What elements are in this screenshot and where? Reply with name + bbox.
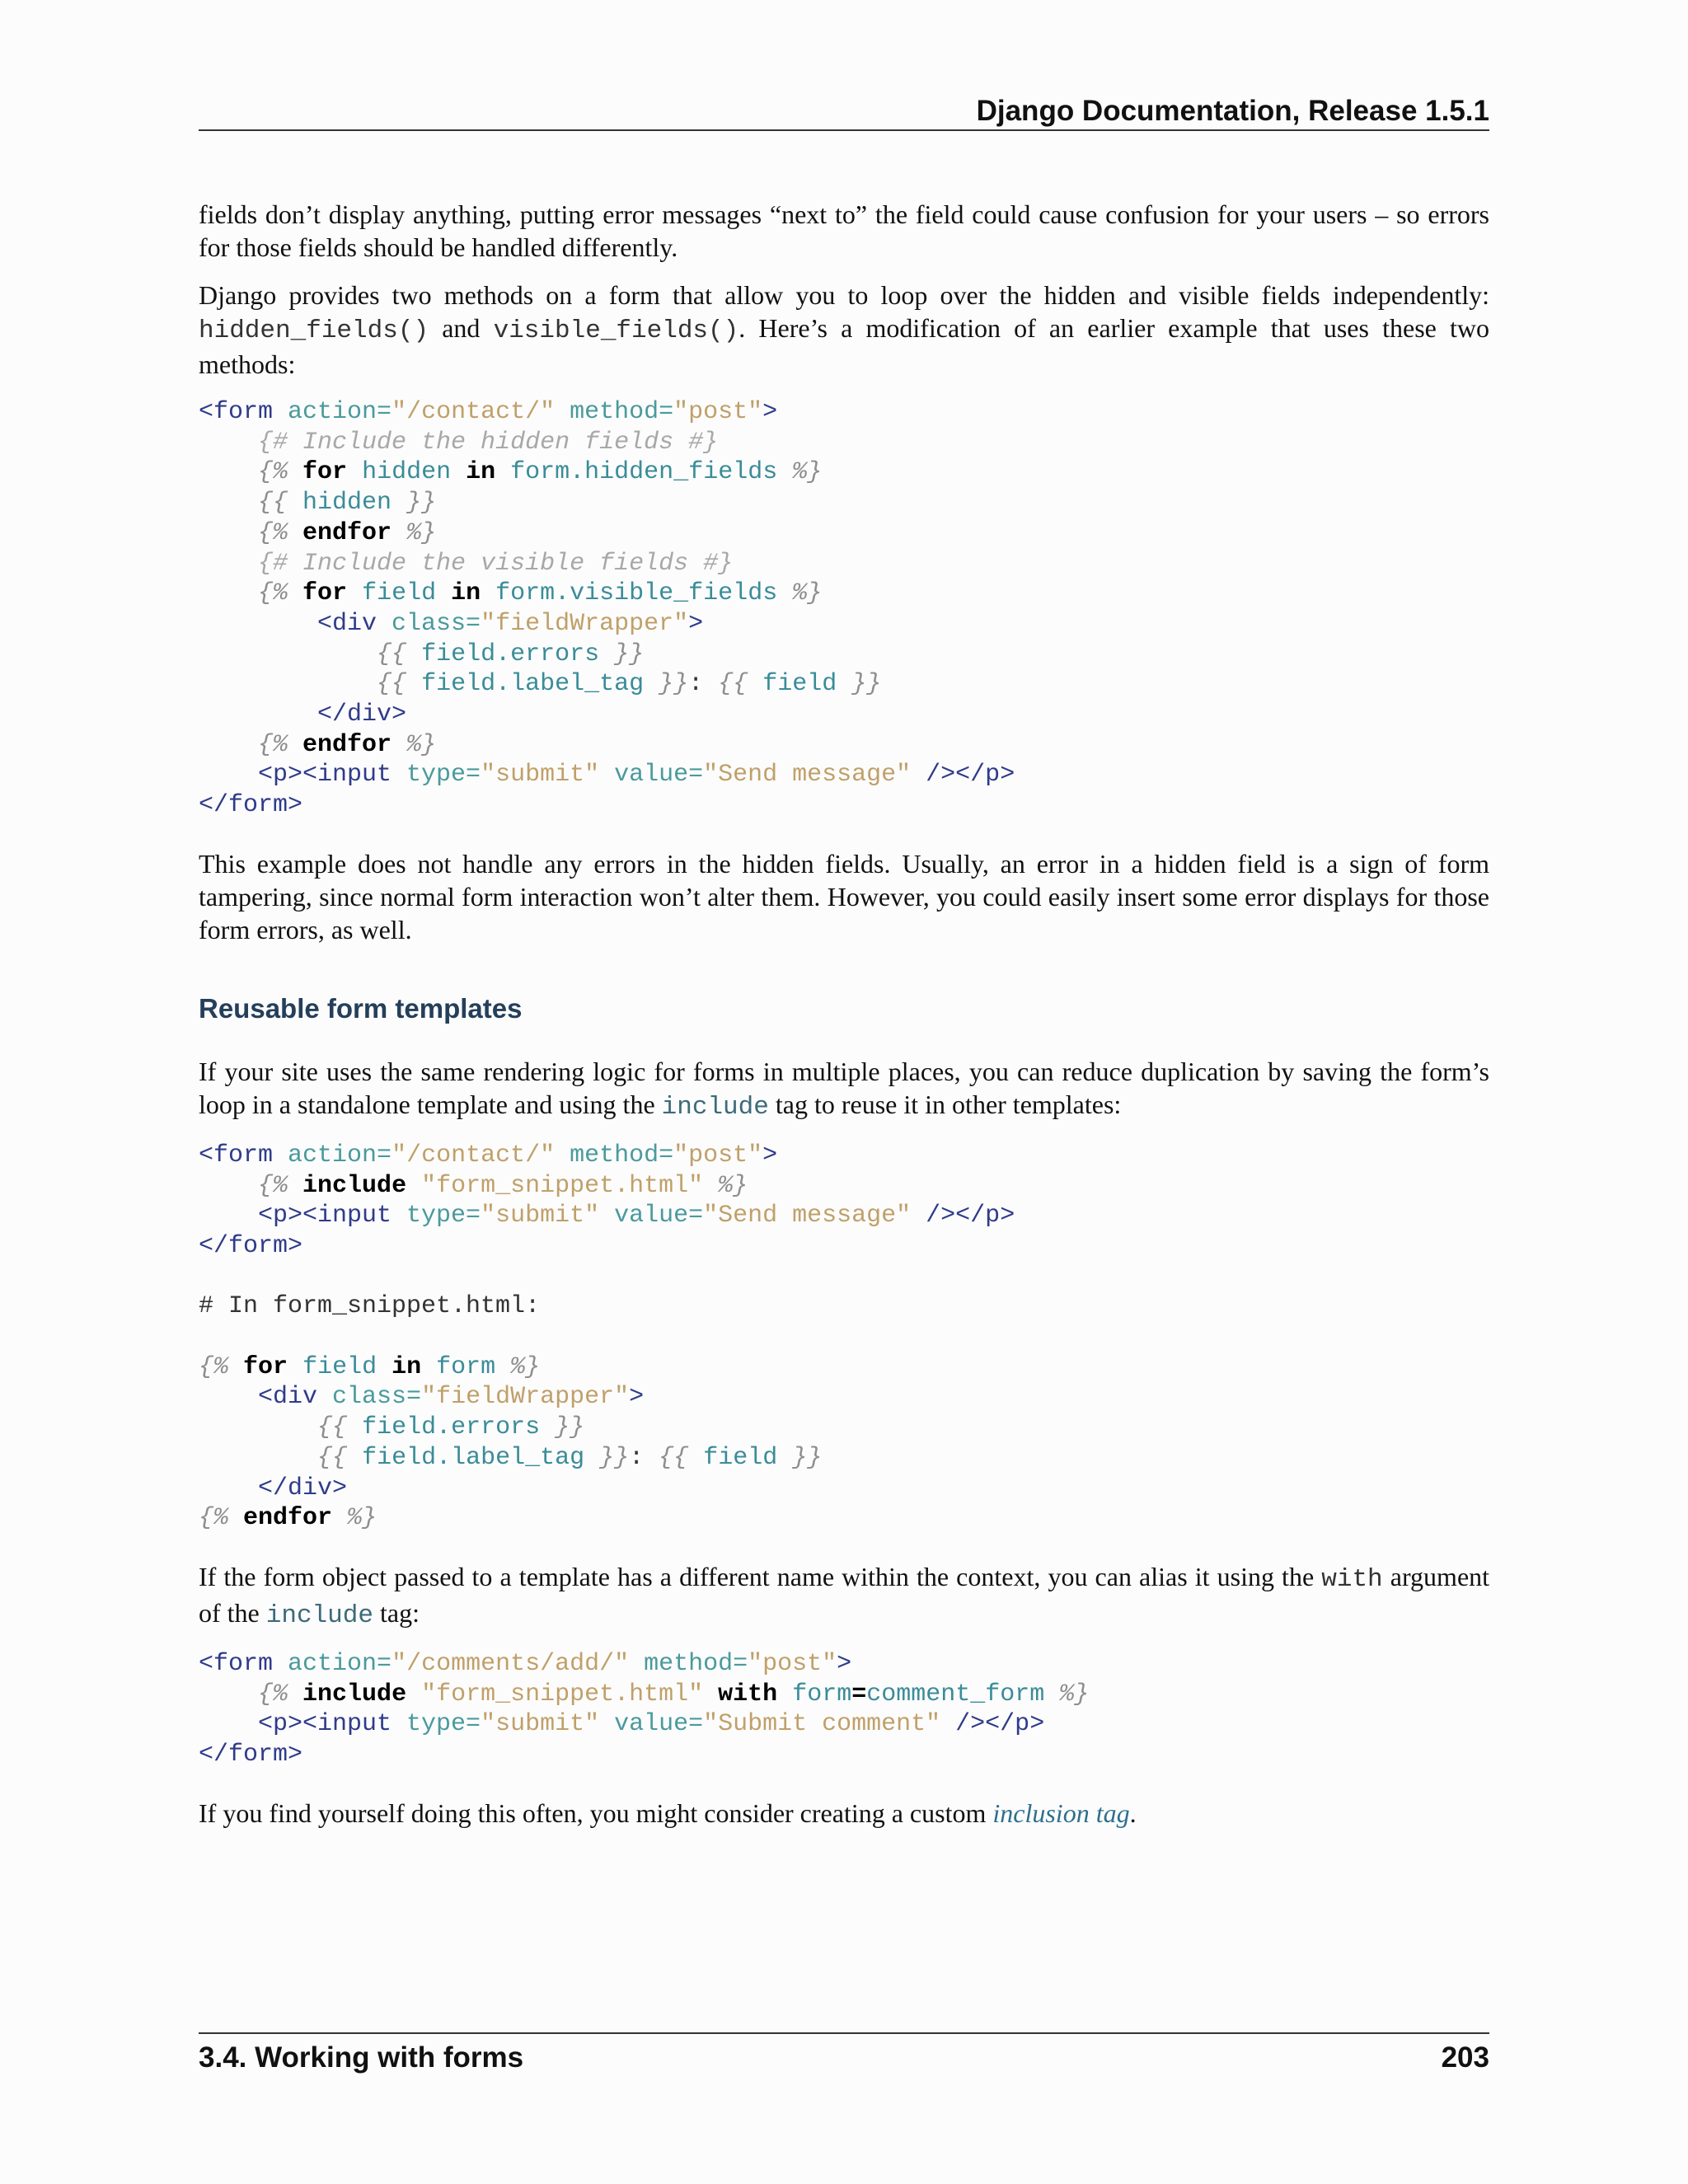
code-token: "form_snippet.html" [421,1171,704,1200]
code-token: type= [406,1202,481,1230]
code-token: {% [258,458,288,487]
code-comment: {# Include the hidden fields #} [258,428,719,457]
code-token: > [762,1141,778,1169]
paragraph-two-methods [199,279,1489,381]
code-block-include-with [199,1649,1489,1770]
code-token: action= [288,1141,392,1169]
code-token: /></p> [940,1710,1045,1739]
code-token: <p><input [258,761,407,790]
code-token: </form> [199,1741,303,1769]
code-token: comment_form [866,1680,1045,1708]
code-token: "/comments/add/" [392,1649,630,1678]
code-token: {% [258,1680,288,1708]
code-token: %} [406,730,437,759]
code-token: "/contact/" [392,398,556,426]
code-token: </form> [199,791,303,820]
text: Django provides two methods on a form that allow you to loop over the hidden and visible fields independently: [199,280,1489,310]
code-token: %} [406,518,437,547]
code-token: > [688,609,704,638]
code-token: <div [258,1383,333,1412]
code-block-include [199,1141,1489,1534]
code-token: type= [406,761,481,790]
code-token: {{ [718,670,748,699]
code-token: {% [258,730,288,759]
code-token: "post" [673,1141,763,1169]
code-token: value= [599,761,704,790]
code-token: <div [317,609,392,638]
code-token: action= [288,1649,392,1678]
text: If the form object passed to a template has a different name within the context, you can alias it using the [199,1561,1315,1591]
code-token: "/contact/" [392,1141,556,1169]
code-token: > [837,1649,852,1678]
code-token: : [629,1443,645,1472]
code-token: %} [792,579,823,608]
code-token: method= [555,1141,674,1169]
code-token: = [851,1680,867,1708]
paragraph-hidden-errors: This example does not handle any errors in the hidden fields. Usually, an error in a hidden field is a sign of form tampering, since normal form interaction won’t alter them. However, you could easily insert some error displays for those form errors, as well. [199,848,1489,944]
code-token: }} [792,1443,823,1472]
text: . Here’s a modification of an earlier example that uses these two methods: [199,313,1490,379]
code-token: %} [347,1504,377,1533]
code-token: > [629,1383,645,1412]
code-visible-fields: visible_fields() [493,316,739,345]
page-body [199,198,1489,1844]
code-token: <form [199,1141,288,1169]
code-token: field [762,670,837,699]
code-hidden-fields: hidden_fields() [199,316,429,345]
code-comment: {# Include the visible fields #} [258,549,734,578]
text: . [1129,1797,1137,1828]
code-token: "submit" [481,761,600,790]
code-token: <form [199,398,288,426]
code-token: {% [258,1171,288,1200]
code-token: }} [406,489,437,518]
code-token: for [302,579,348,608]
code-token: method= [629,1649,748,1678]
code-include: include [661,1092,769,1122]
code-token: field.label_tag [421,670,645,699]
code-token: "Send message" [703,761,912,790]
code-token: action= [288,398,392,426]
code-token: }} [614,640,645,668]
code-with: with [1321,1564,1383,1594]
code-token: "submit" [481,1710,600,1739]
code-token: class= [392,609,481,638]
code-token: form.hidden_fields [510,458,778,487]
text: tag to reuse it in other templates: [775,1089,1122,1119]
code-token: "Submit comment" [703,1710,941,1739]
code-token: endfor [243,1504,333,1533]
code-token: for [243,1352,288,1381]
code-token: }} [659,670,689,699]
code-token: field.errors [362,1413,541,1442]
code-token: {{ [317,1413,348,1442]
code-token: /></p> [911,1202,1015,1230]
code-token: </form> [199,1231,303,1260]
code-token: field.label_tag [362,1443,585,1472]
code-token: : [688,670,704,699]
code-include: include [265,1601,373,1630]
code-token: {{ [258,489,288,518]
code-token: form.visible_fields [495,579,778,608]
code-token: > [762,398,778,426]
code-token: %} [510,1352,541,1381]
code-token: "submit" [481,1202,600,1230]
code-token: }} [851,670,882,699]
code-token: /></p> [911,761,1015,790]
text: If your site uses the same rendering logic for forms in multiple places, you can reduce duplication by saving the form’s loop in a standalone template and using the [199,1056,1489,1119]
code-token: field.errors [421,640,600,668]
code-token: form [436,1352,496,1381]
text: If you find yourself doing this often, you might consider creating a custom [199,1797,987,1828]
code-token: hidden [362,458,452,487]
paragraph-inclusion-tag [199,1797,1489,1830]
code-token: endfor [302,730,392,759]
code-token: }} [599,1443,630,1472]
text: argument of the [199,1561,1490,1628]
code-token: %} [1059,1680,1090,1708]
code-token: </div> [317,701,407,729]
code-token: }} [555,1413,585,1442]
code-token: include [302,1680,407,1708]
paragraph-alias-with [199,1560,1489,1633]
section-title: Reusable form templates [199,992,523,1024]
footer-section: 3.4. Working with forms [199,2041,524,2074]
code-token: <p><input [258,1202,407,1230]
page-number: 203 [1441,2041,1489,2074]
code-token: for [302,458,348,487]
code-token: in [451,579,481,608]
code-token: </div> [258,1474,348,1502]
running-header: Django Documentation, Release 1.5.1 [976,95,1489,127]
header-rule [199,129,1489,131]
code-token: {{ [377,640,407,668]
code-token: type= [406,1710,481,1739]
code-token: "fieldWrapper" [421,1383,630,1412]
code-token: "post" [673,398,763,426]
code-token: %} [792,458,823,487]
inclusion-tag-link[interactable]: inclusion tag [992,1797,1130,1828]
code-token: in [466,458,496,487]
code-token: value= [599,1710,704,1739]
code-token: {% [258,579,288,608]
code-token: "Send message" [703,1202,912,1230]
code-token: form [792,1680,852,1708]
code-token: endfor [302,518,392,547]
footer-rule [199,2032,1489,2034]
code-token: class= [332,1383,422,1412]
code-token: {{ [377,670,407,699]
code-token: {% [199,1504,229,1533]
code-token: "form_snippet.html" [421,1680,704,1708]
code-token: {{ [659,1443,689,1472]
code-block-hidden-visible [199,397,1489,821]
paragraph-hidden-fields-intro: fields don’t display anything, putting error messages “next to” the field could cause confusion for your users – so errors for those fields should be handled differently. [199,199,1489,262]
code-token: field [362,579,437,608]
code-token: {{ [317,1443,348,1472]
code-token: <form [199,1649,288,1678]
code-token: in [392,1352,422,1381]
code-token: hidden [302,489,392,518]
code-token: include [302,1171,407,1200]
code-token: %} [718,1171,748,1200]
code-token: value= [599,1202,704,1230]
code-token: field [703,1443,778,1472]
text: tag: [379,1597,420,1628]
code-token: "fieldWrapper" [481,609,689,638]
code-token: "post" [748,1649,837,1678]
code-token: {% [199,1352,229,1381]
code-token: method= [555,398,674,426]
code-comment: # In form_snippet.html: [199,1292,541,1321]
code-token: {% [258,518,288,547]
code-token: field [302,1352,377,1381]
code-token: <p><input [258,1710,407,1739]
text: and [442,313,481,343]
code-token: with [718,1680,778,1708]
paragraph-reuse-loop [199,1055,1489,1124]
